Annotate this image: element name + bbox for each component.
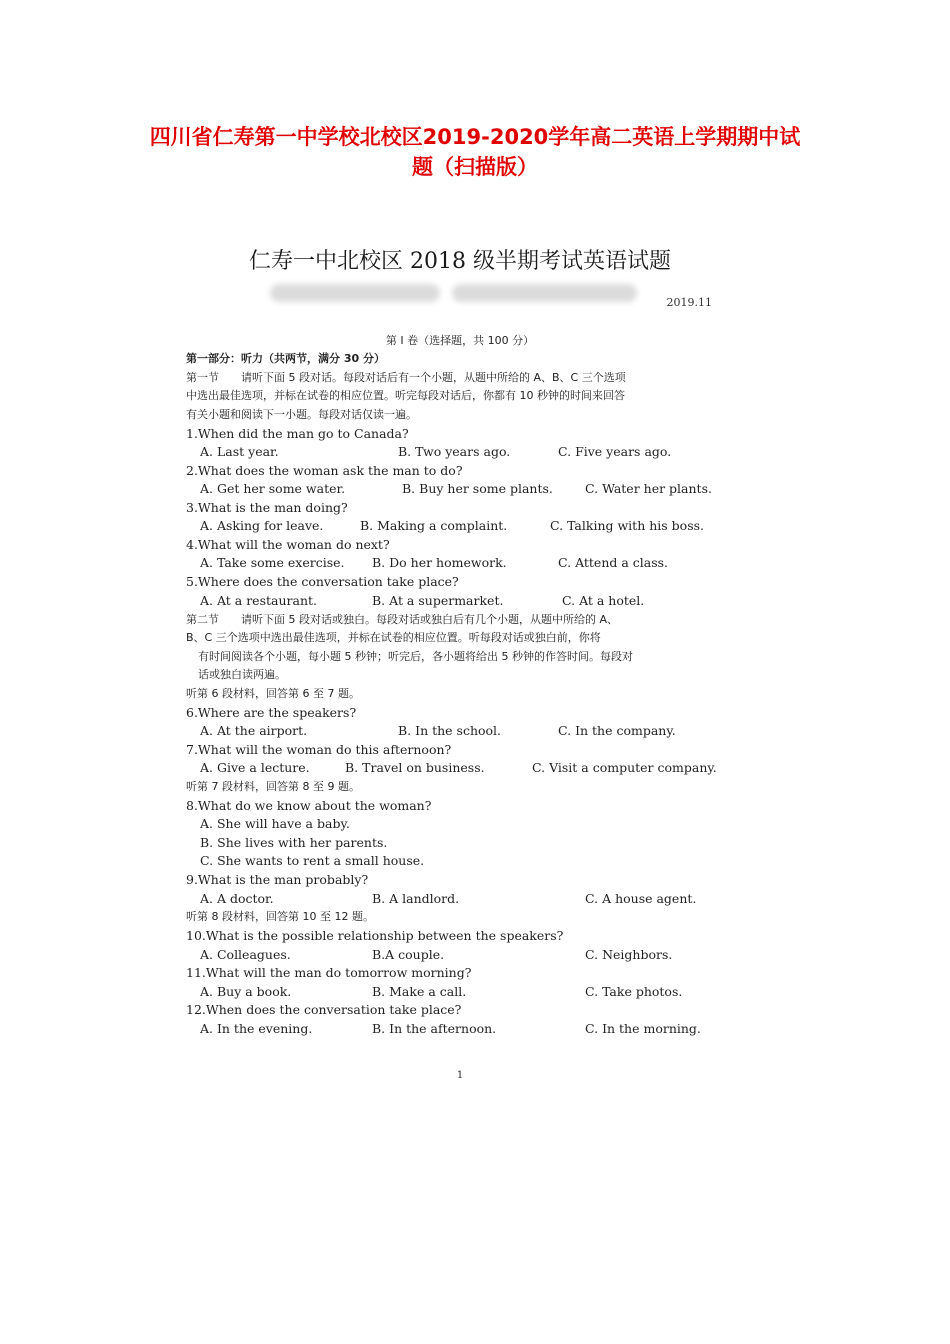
- option-a: A. At a restaurant.: [200, 593, 317, 608]
- option-c: C. Five years ago.: [558, 444, 672, 459]
- option-b: B. Make a call.: [372, 984, 467, 999]
- section-one-instructions: 第一节 请听下面 5 段对话。每段对话后有一个小题，从题中所给的 A、B、C 三个选项: [186, 371, 626, 384]
- section-two-instructions: 第二节 请听下面 5 段对话或独白。每段对话或独白后有几个小题，从题中所给的 A、: [186, 613, 619, 626]
- material-note: 听第 7 段材料，回答第 8 至 9 题。: [186, 780, 360, 793]
- option-c: C. Talking with his boss.: [550, 518, 704, 533]
- option-b: B. Buy her some plants.: [402, 481, 553, 496]
- option-a: A. At the airport.: [200, 723, 308, 738]
- question-9: 9.What is the man probably?: [186, 872, 369, 887]
- question-2: 2.What does the woman ask the man to do?: [186, 463, 463, 478]
- option-a: A. Colleagues.: [200, 947, 291, 962]
- option-b: B. In the afternoon.: [372, 1021, 497, 1036]
- option-b: B. Making a complaint.: [360, 518, 508, 533]
- section-two-instructions: 话或独白读两遍。: [198, 668, 286, 681]
- option-c: C. Visit a computer company.: [532, 760, 717, 775]
- option-c: C. Attend a class.: [558, 555, 669, 570]
- document-title-line-2: 题（扫描版）: [412, 155, 538, 179]
- exam-date: 2019.11: [666, 296, 712, 309]
- option-b: B. In the school.: [398, 723, 502, 738]
- option-c: C. In the morning.: [585, 1021, 701, 1036]
- section-two-instructions: 有时间阅读各个小题，每小题 5 秒钟；听完后，各小题将给出 5 秒钟的作答时间。每段对: [198, 650, 633, 663]
- exam-title: 仁寿一中北校区 2018 级半期考试英语试题: [249, 249, 671, 274]
- section-two-instructions: B、C 三个选项中选出最佳选项，并标在试卷的相应位置。听每段对话或独白前，你将: [186, 631, 601, 644]
- option-b: B.A couple.: [372, 947, 445, 962]
- question-10: 10.What is the possible relationship between the speakers?: [186, 928, 564, 943]
- option-c: C. Neighbors.: [585, 947, 673, 962]
- volume-heading: 第 I 卷（选择题，共 100 分）: [385, 334, 535, 347]
- question-12: 12.When does the conversation take place?: [186, 1002, 462, 1017]
- material-note: 听第 6 段材料，回答第 6 至 7 题。: [186, 687, 360, 700]
- option-a: A. Get her some water.: [200, 481, 346, 496]
- part-one-heading: 第一部分：听力（共两节，满分 30 分）: [186, 352, 385, 365]
- question-4: 4.What will the woman do next?: [186, 537, 390, 552]
- question-7: 7.What will the woman do this afternoon?: [186, 742, 452, 757]
- question-6: 6.Where are the speakers?: [186, 705, 357, 720]
- option-b: B. At a supermarket.: [372, 593, 504, 608]
- question-5: 5.Where does the conversation take place?: [186, 574, 459, 589]
- blurred-region: [270, 284, 440, 302]
- option-c: C. Take photos.: [585, 984, 683, 999]
- option-b: B. A landlord.: [372, 891, 460, 906]
- option-a: A. Take some exercise.: [200, 555, 345, 570]
- question-8: 8.What do we know about the woman?: [186, 798, 432, 813]
- section-one-instructions: 中选出最佳选项，并标在试卷的相应位置。听完每段对话后，你都有 10 秒钟的时间来回答: [186, 389, 625, 402]
- option-c: C. Water her plants.: [585, 481, 712, 496]
- document-title: [100, 122, 850, 182]
- option-b: B. Travel on business.: [345, 760, 485, 775]
- option-c: C. She wants to rent a small house.: [200, 853, 425, 868]
- option-a: A. Asking for leave.: [200, 518, 324, 533]
- option-b: B. She lives with her parents.: [200, 835, 388, 850]
- option-a: A. Last year.: [200, 444, 279, 459]
- question-3: 3.What is the man doing?: [186, 500, 348, 515]
- option-b: B. Do her homework.: [372, 555, 507, 570]
- option-c: C. At a hotel.: [562, 593, 645, 608]
- scanned-exam-page: [180, 238, 740, 1088]
- question-11: 11.What will the man do tomorrow morning?: [186, 965, 472, 980]
- option-a: A. In the evening.: [200, 1021, 313, 1036]
- document-title-line-1: 四川省仁寿第一中学校北校区2019-2020学年高二英语上学期期中试: [149, 125, 801, 149]
- option-a: A. She will have a baby.: [200, 816, 350, 831]
- option-b: B. Two years ago.: [398, 444, 511, 459]
- option-a: A. Buy a book.: [200, 984, 292, 999]
- blurred-region: [452, 284, 637, 302]
- question-1: 1.When did the man go to Canada?: [186, 426, 409, 441]
- option-c: C. In the company.: [558, 723, 676, 738]
- material-note: 听第 8 段材料，回答第 10 至 12 题。: [186, 910, 374, 923]
- option-a: A. A doctor.: [200, 891, 274, 906]
- page-number: 1: [456, 1070, 464, 1081]
- option-c: C. A house agent.: [585, 891, 697, 906]
- section-one-instructions: 有关小题和阅读下一小题。每段对话仅读一遍。: [186, 408, 417, 421]
- option-a: A. Give a lecture.: [200, 760, 310, 775]
